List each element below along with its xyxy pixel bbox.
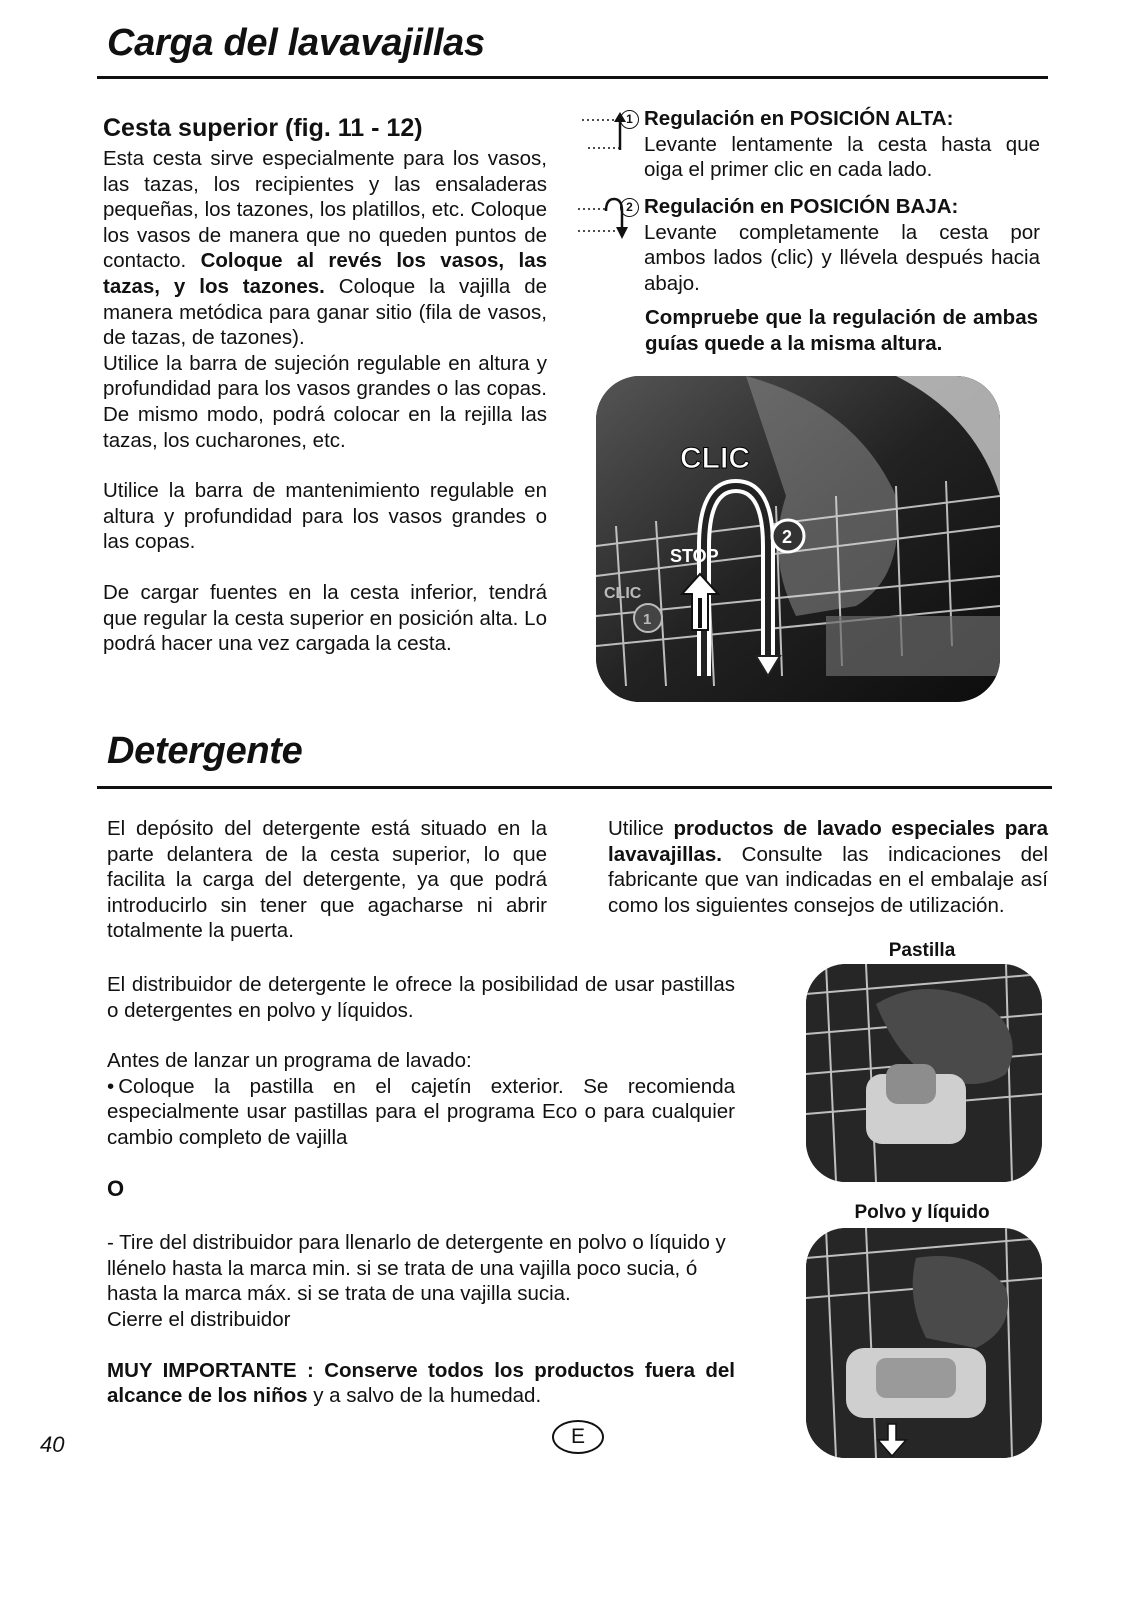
upper-basket-paragraph-4: De cargar fuentes en la cesta inferior, tendrá que regular la cesta superior en posición alta. Lo podrá hacer una vez cargada la cesta. [103,580,547,656]
high-position-title: 1 Regulación en POSICIÓN ALTA: [620,106,1040,132]
low-position-title: 2 Regulación en POSICIÓN BAJA: [620,194,1040,220]
powder-caption: Polvo y líquido [854,1202,990,1223]
basket-adjustment-photo [596,376,1000,702]
language-mark: E [570,1425,585,1448]
upper-basket-text [103,146,547,657]
tablet-bullet: • Coloque la pastilla en el cajetín exterior. Se recomienda especialmente usar pastillas para el programa Eco o para cualquier cambio completo de vajilla [107,1074,735,1149]
upper-basket-paragraph-1: Esta cesta sirve especialmente para los vasos, las tazas, los recipientes y las ensaladeras pequeñas, los tazones, los platillos, etc. Coloque los vasos de manera que no queden puntos de contacto. Coloque al revés los vasos, las tazas, y los tazones. Coloque la vajilla de manera metódica para ganar sitio (fila de vasos, de tazas, de tazones). [103,147,547,350]
language-mark-icon [552,1420,604,1454]
clic-label: CLIC [680,442,750,475]
close-distributor-text: Cierre el distribuidor [107,1307,291,1331]
tablet-caption: Pastilla [888,940,956,961]
clic-small-label: CLIC [604,585,642,602]
low-position-block [620,194,1040,296]
upper-basket-paragraph-3: Utilice la barra de mantenimiento regulable en altura y profundidad para los vasos grandes o las copas. [103,479,547,554]
powder-photo [806,1228,1042,1458]
high-position-text: Levante lentamente la cesta hasta que oiga el primer clic en cada lado. [644,132,1040,182]
detergent-rule [97,786,1052,789]
height-check-note: Compruebe que la regulación de ambas guías quede a la misma altura. [645,306,1038,355]
detergent-title: Detergente [107,730,303,772]
page-title: Carga del lavavajillas [107,22,485,64]
upper-basket-paragraph-2: Utilice la barra de sujeción regulable en altura y profundidad para los vasos grandes o las copas. De mismo modo, podrá colocar en la rejilla las tazas, los cucharones, etc. [103,351,547,452]
detergent-instructions [107,972,735,1409]
upper-basket-heading: Cesta superior (fig. 11 - 12) [103,114,423,142]
high-position-block [620,106,1040,183]
or-separator: O [107,1175,125,1201]
detergent-products-text: Utilice productos de lavado especiales para lavavajillas. Consulte las indicaciones del fabricante que van indicadas en el embalaje así como los siguientes consejos de utilización. [608,817,1049,917]
before-program-text: Antes de lanzar un programa de lavado: [107,1049,472,1073]
marker-1: 1 [643,611,652,628]
pull-distributor-text: - Tire del distribuidor para llenarlo de detergente en polvo o líquido y llénelo hasta la marca min. si se trata de una vajilla poco sucia, ó hasta la marca máx. si se trata de una vajilla sucia. [107,1231,726,1306]
title-rule [97,76,1048,79]
tablet-photo [806,964,1042,1182]
stop-label: STOP [670,546,719,566]
page-number: 40 [40,1432,65,1457]
distributor-text: El distribuidor de detergente le ofrece la posibilidad de usar pastillas o detergentes en polvo y líquidos. [107,973,735,1022]
low-position-text: Levante completamente la cesta por ambos lados (clic) y llévela después hacia abajo. [644,220,1040,295]
important-note: MUY IMPORTANTE : Conserve todos los productos fuera del alcance de los niños y a salvo de la humedad. [107,1358,735,1408]
marker-2: 2 [782,527,793,547]
detergent-location-text: El depósito del detergente está situado en la parte delantera de la cesta superior, lo que facilita la carga del detergente, ya que podrá introducirlo sin tener que agacharse ni abrir totalmente la puerta. [107,817,547,943]
